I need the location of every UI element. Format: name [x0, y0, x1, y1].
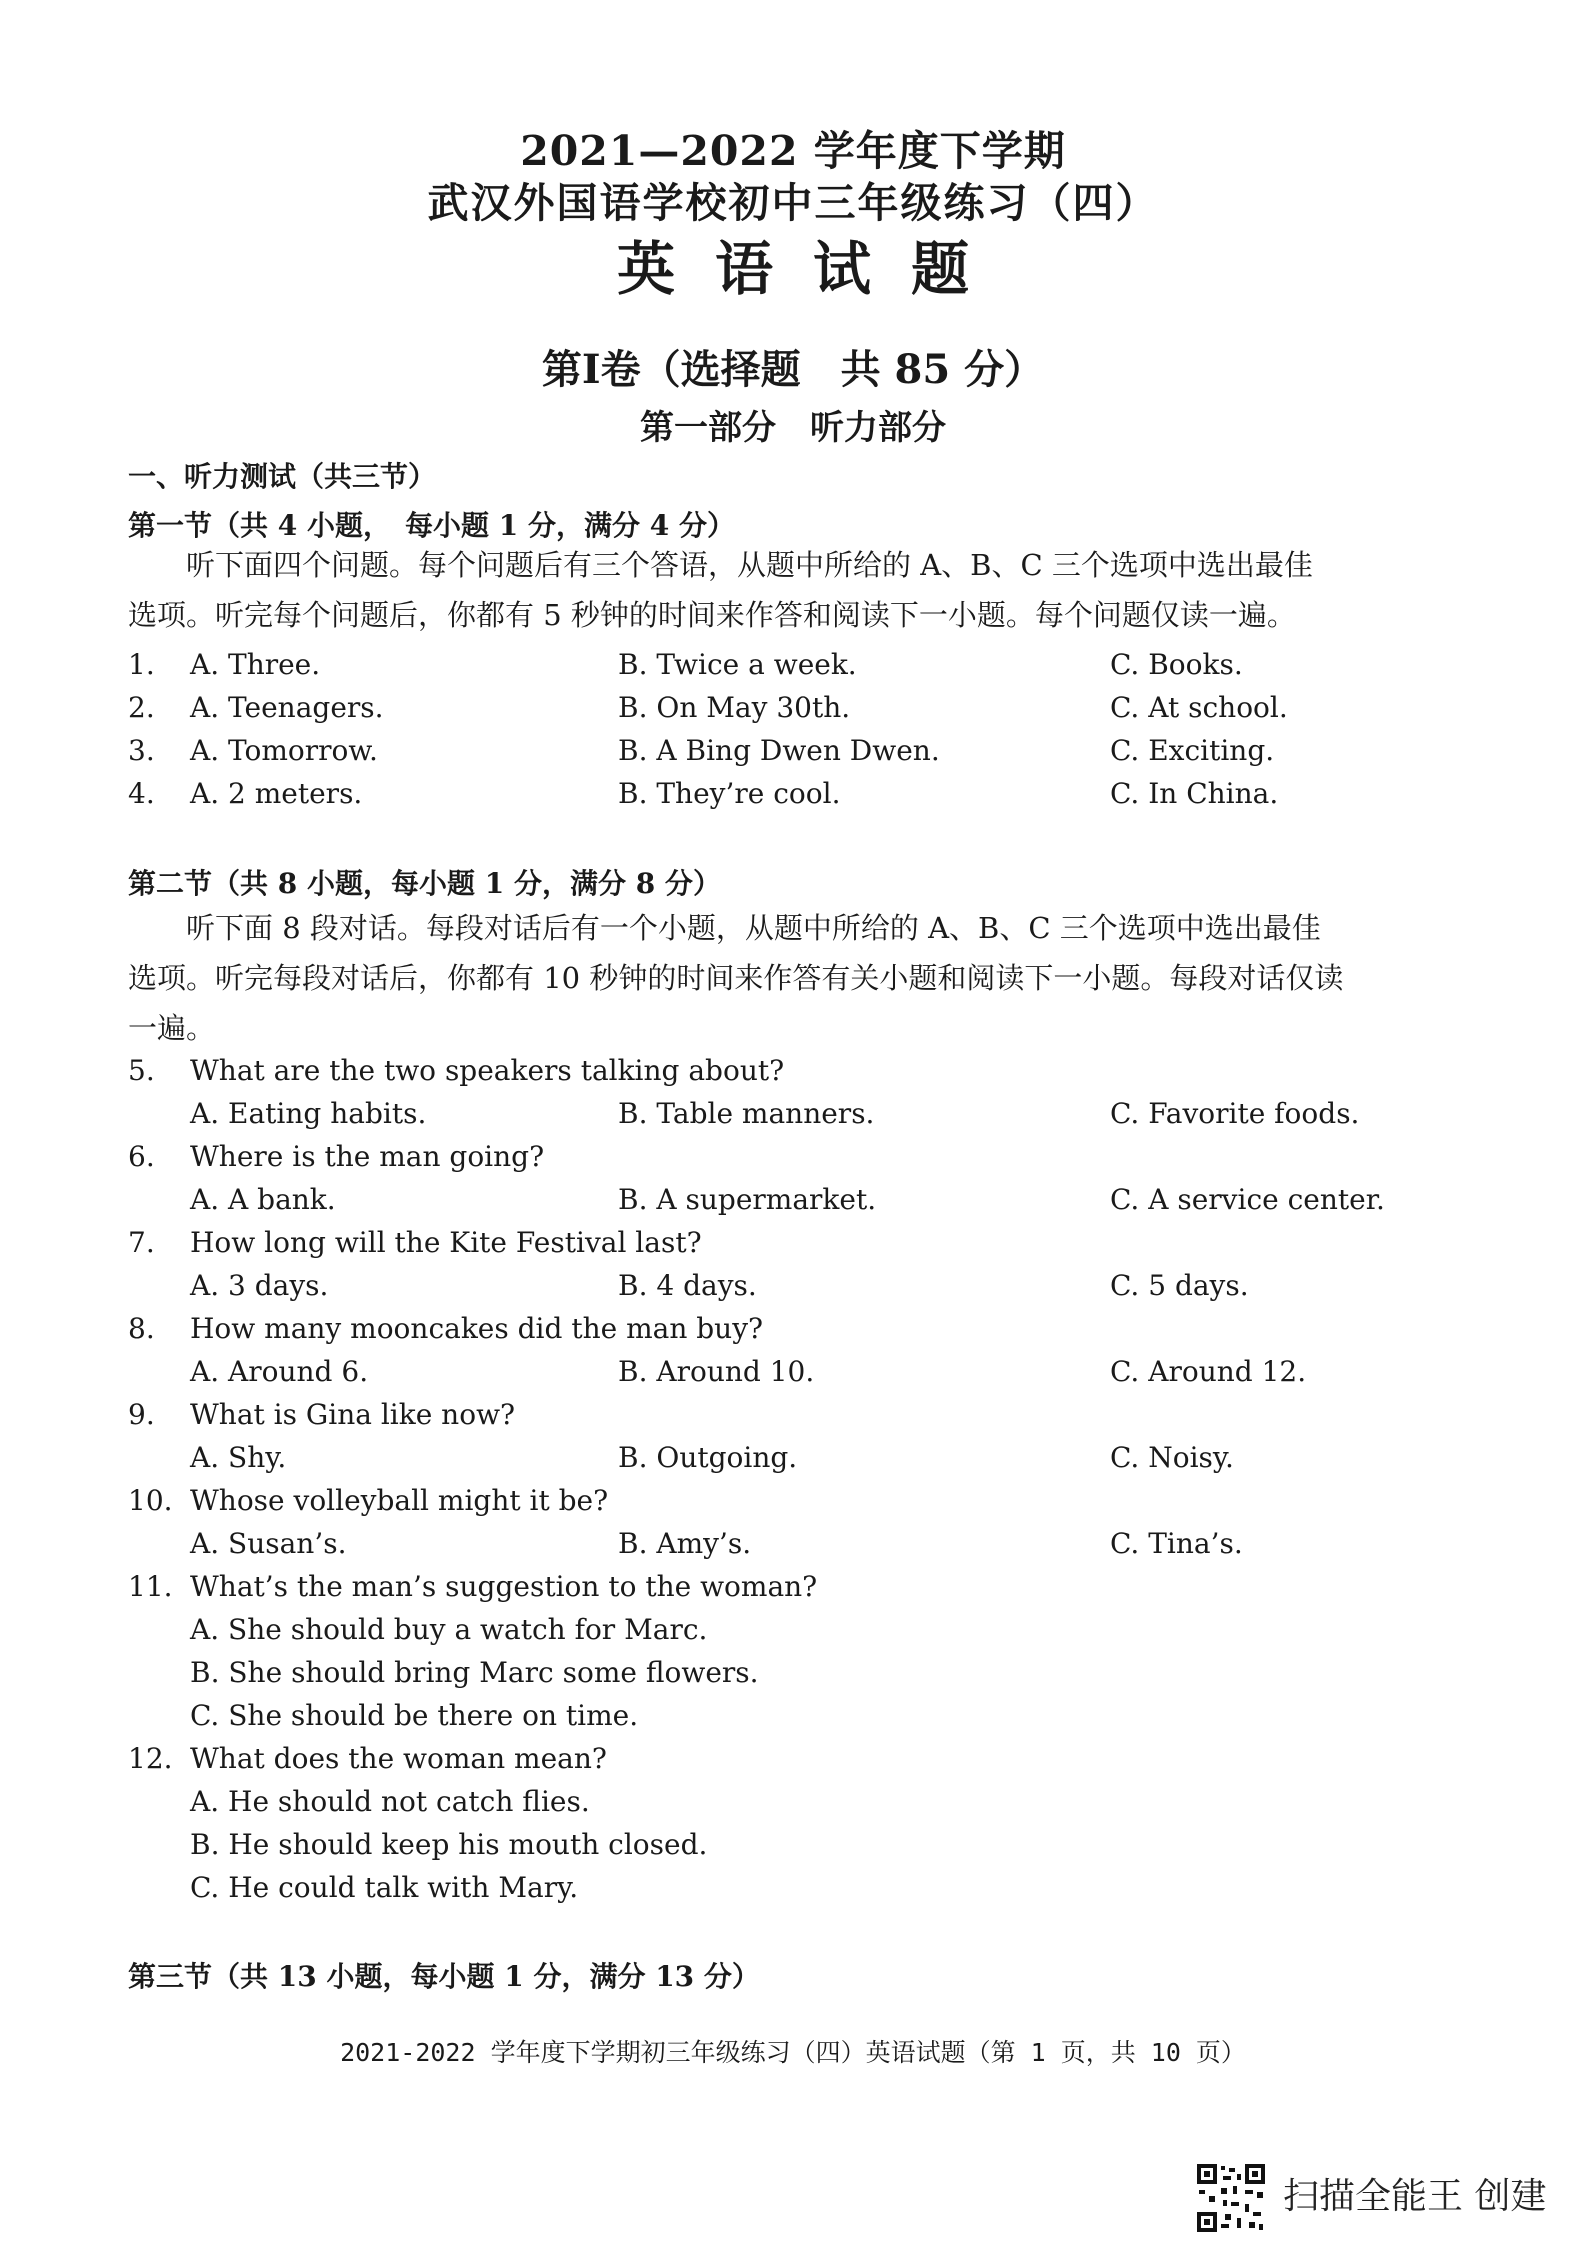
subject-title: 英语试题 [616, 235, 1009, 303]
option-a: A. 3 days. [190, 1269, 329, 1302]
question-row [128, 777, 1428, 821]
question-stem-row [128, 1054, 1428, 1098]
option-c: C. Favorite foods. [1110, 1097, 1360, 1130]
section2-instr-line3: 一遍。 [128, 1011, 216, 1045]
option-c: C. Exciting. [1110, 734, 1275, 767]
option-c: C. He could talk with Mary. [190, 1871, 579, 1904]
option-b: B. He should keep his mouth closed. [190, 1828, 708, 1861]
section1-instr-line2: 选项。听完每个问题后，你都有 5 秒钟的时间来作答和阅读下一小题。每个问题仅读一遍。 [128, 598, 1296, 632]
section1-instr-line1: 听下面四个问题。每个问题后有三个答语，从题中所给的 A、B、C 三个选项中选出最佳 [186, 548, 1313, 582]
option-b: B. She should bring Marc some flowers. [190, 1656, 759, 1689]
school-exam-title: 武汉外国语学校初中三年级练习（四） [427, 179, 1159, 227]
option-b: B. They’re cool. [618, 777, 841, 810]
option-c: C. She should be there on time. [190, 1699, 639, 1732]
options-row [128, 1355, 1428, 1399]
options-row [128, 1527, 1428, 1571]
question-number: 8. [128, 1312, 155, 1345]
question-number: 1. [128, 648, 155, 681]
option-a: A. Eating habits. [190, 1097, 427, 1130]
question-text: Whose volleyball might it be? [190, 1484, 609, 1517]
option-c: C. Books. [1110, 648, 1243, 681]
option-a: A. He should not catch flies. [190, 1785, 590, 1818]
question-stem-row [128, 1398, 1428, 1442]
option-a: A. A bank. [190, 1183, 336, 1216]
option-b: B. Around 10. [618, 1355, 815, 1388]
option-b: B. On May 30th. [618, 691, 851, 724]
option-a: A. Tomorrow. [190, 734, 378, 767]
question-text: What does the woman mean? [190, 1742, 607, 1775]
question-number: 3. [128, 734, 155, 767]
page-footer: 2021-2022 学年度下学期初三年级练习（四）英语试题（第 1 页，共 10 页） [340, 2038, 1246, 2067]
question-number: 2. [128, 691, 155, 724]
option-c: C. 5 days. [1110, 1269, 1249, 1302]
question-row [128, 691, 1428, 735]
option-row [128, 1613, 1428, 1657]
option-a: A. 2 meters. [190, 777, 363, 810]
school-year-title: 2021—2022 学年度下学期 [520, 127, 1066, 175]
section3-title: 第三节（共 13 小题，每小题 1 分，满分 13 分） [128, 1960, 760, 1993]
question-stem-row [128, 1226, 1428, 1270]
option-row [128, 1785, 1428, 1829]
question-stem-row [128, 1570, 1428, 1614]
question-number: 10. [128, 1484, 173, 1517]
options-row [128, 1269, 1428, 1313]
question-row [128, 734, 1428, 778]
option-c: C. Tina’s. [1110, 1527, 1243, 1560]
question-number: 9. [128, 1398, 155, 1431]
question-text: What’s the man’s suggestion to the woman? [190, 1570, 818, 1603]
scanner-watermark-text: 扫描全能王 创建 [1283, 2176, 1547, 2217]
option-c: C. Around 12. [1110, 1355, 1307, 1388]
question-number: 11. [128, 1570, 173, 1603]
question-number: 7. [128, 1226, 155, 1259]
option-b: B. Twice a week. [618, 648, 857, 681]
qr-code-icon [1195, 2162, 1267, 2234]
volume-title: 第Ⅰ卷（选择题 共 85 分） [541, 346, 1045, 393]
option-row [128, 1699, 1428, 1743]
question-text: How long will the Kite Festival last? [190, 1226, 702, 1259]
question-stem-row [128, 1484, 1428, 1528]
question-text: How many mooncakes did the man buy? [190, 1312, 764, 1345]
option-c: C. At school. [1110, 691, 1288, 724]
question-stem-row [128, 1312, 1428, 1356]
option-b: B. Amy’s. [618, 1527, 752, 1560]
option-c: C. Noisy. [1110, 1441, 1234, 1474]
question-number: 12. [128, 1742, 173, 1775]
section1-instructions [128, 540, 1398, 640]
option-b: B. Outgoing. [618, 1441, 798, 1474]
question-row [128, 648, 1428, 692]
option-a: A. Around 6. [190, 1355, 369, 1388]
listening-heading: 一、听力测试（共三节） [128, 460, 437, 493]
question-number: 6. [128, 1140, 155, 1173]
question-text: What are the two speakers talking about? [190, 1054, 785, 1087]
options-row [128, 1097, 1428, 1141]
part-title: 第一部分 听力部分 [640, 408, 946, 448]
question-stem-row [128, 1742, 1428, 1786]
option-row [128, 1828, 1428, 1872]
option-a: A. Shy. [190, 1441, 287, 1474]
section2-title: 第二节（共 8 小题，每小题 1 分，满分 8 分） [128, 867, 721, 900]
option-row [128, 1871, 1428, 1915]
options-row [128, 1183, 1428, 1227]
option-b: B. A Bing Dwen Dwen. [618, 734, 940, 767]
section2-instr-line1: 听下面 8 段对话。每段对话后有一个小题，从题中所给的 A、B、C 三个选项中选出最佳 [186, 911, 1321, 945]
option-a: A. She should buy a watch for Marc. [190, 1613, 708, 1646]
option-b: B. A supermarket. [618, 1183, 877, 1216]
option-a: A. Susan’s. [190, 1527, 347, 1560]
options-row [128, 1441, 1428, 1485]
option-c: C. A service center. [1110, 1183, 1385, 1216]
option-a: A. Teenagers. [190, 691, 384, 724]
option-row [128, 1656, 1428, 1700]
question-number: 4. [128, 777, 155, 810]
question-stem-row [128, 1140, 1428, 1184]
question-number: 5. [128, 1054, 155, 1087]
question-text: Where is the man going? [190, 1140, 545, 1173]
section1-title: 第一节（共 4 小题， 每小题 1 分，满分 4 分） [128, 509, 735, 542]
question-text: What is Gina like now? [190, 1398, 516, 1431]
option-c: C. In China. [1110, 777, 1279, 810]
option-b: B. Table manners. [618, 1097, 875, 1130]
option-b: B. 4 days. [618, 1269, 757, 1302]
section2-instr-line2: 选项。听完每段对话后，你都有 10 秒钟的时间来作答有关小题和阅读下一小题。每段对话仅读 [128, 961, 1344, 995]
option-a: A. Three. [190, 648, 321, 681]
section2-instructions [128, 903, 1398, 1053]
